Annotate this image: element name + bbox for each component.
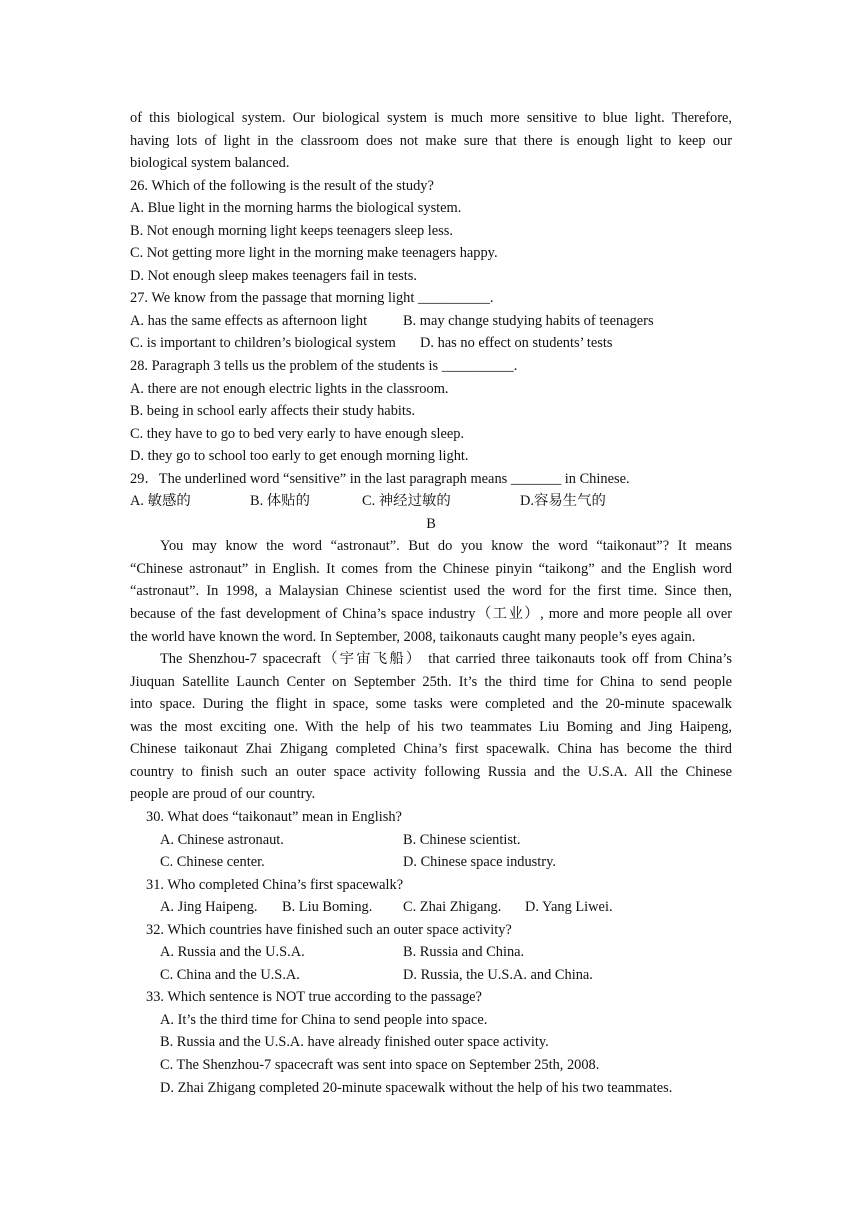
question-stem: 33. Which sentence is NOT true according to the passage? bbox=[146, 989, 482, 1006]
exam-page bbox=[130, 107, 732, 1099]
option-d: D. has no effect on students’ tests bbox=[420, 335, 613, 352]
option-c: C. Chinese center. bbox=[160, 854, 265, 871]
passage-line: You may know the word “astronaut”. But do you know the word “taikonaut”? It means bbox=[160, 538, 732, 555]
options-row bbox=[130, 829, 732, 852]
question-29 bbox=[130, 468, 732, 513]
passage-line: The Shenzhou-7 spacecraft（宇宙飞船） that carried three taikonauts took off from China’s bbox=[160, 651, 732, 668]
question-stem: 30. What does “taikonaut” mean in English? bbox=[146, 808, 402, 825]
question-33 bbox=[130, 986, 732, 1099]
option-b: B. Liu Boming. bbox=[282, 899, 373, 916]
question-28 bbox=[130, 355, 732, 468]
options-row bbox=[130, 941, 732, 964]
options-row bbox=[130, 964, 732, 987]
question-26 bbox=[130, 175, 732, 288]
option-b: B. being in school early affects their study habits. bbox=[130, 403, 416, 420]
option-b: B. Chinese scientist. bbox=[403, 831, 521, 848]
passage-line: Chinese taikonaut Zhai Zhigang completed China’s first spacewalk. China has become the third bbox=[130, 741, 732, 758]
question-27 bbox=[130, 287, 732, 355]
option-a: A. Chinese astronaut. bbox=[160, 831, 284, 848]
option-a: A. has the same effects as afternoon light bbox=[130, 312, 368, 329]
option-d: D. Yang Liwei. bbox=[525, 899, 613, 916]
passage-line: country to finish such an outer space activity following Russia and the U.S.A. All the Chinese bbox=[130, 763, 732, 780]
passage-a-ending bbox=[130, 107, 732, 175]
passage-line: biological system balanced. bbox=[130, 155, 290, 172]
question-32 bbox=[130, 919, 732, 987]
option-b: B. Russia and the U.S.A. have already finished outer space activity. bbox=[160, 1034, 549, 1051]
options-row bbox=[130, 310, 732, 333]
passage-line: was the most exciting one. With the help of his two teammates Liu Boming and Jing Haipeng, bbox=[130, 718, 732, 735]
option-a: A. Russia and the U.S.A. bbox=[160, 944, 305, 961]
option-b: B. 体贴的 bbox=[250, 493, 310, 510]
option-a: A. 敏感的 bbox=[130, 493, 191, 510]
passage-line: “Chinese astronaut” in English. It comes from the Chinese pinyin “taikong” and the English word bbox=[130, 560, 732, 577]
question-stem: 27. We know from the passage that morning light __________. bbox=[130, 290, 494, 307]
passage-b-paragraph-1 bbox=[130, 535, 732, 648]
option-d: D. they go to school too early to get enough morning light. bbox=[130, 448, 469, 465]
options-row bbox=[130, 896, 732, 919]
question-stem: 29．The underlined word “sensitive” in the last paragraph means _______ in Chinese. bbox=[130, 470, 630, 487]
question-stem: 31. Who completed China’s first spacewalk? bbox=[146, 876, 404, 893]
option-a: A. Blue light in the morning harms the biological system. bbox=[130, 200, 462, 217]
passage-line: of this biological system. Our biological system is much more sensitive to blue light. Therefore, bbox=[130, 110, 732, 126]
option-a: A. Jing Haipeng. bbox=[160, 899, 258, 916]
option-d: D. Not enough sleep makes teenagers fail in tests. bbox=[130, 267, 417, 284]
passage-b-paragraph-2 bbox=[130, 648, 732, 806]
option-c: C. they have to go to bed very early to have enough sleep. bbox=[130, 425, 465, 442]
options-row bbox=[130, 332, 732, 355]
option-c: C. Not getting more light in the morning make teenagers happy. bbox=[130, 245, 498, 262]
passage-line: having lots of light in the classroom does not make sure that there is enough light to keep our bbox=[130, 132, 732, 149]
option-d: D. Zhai Zhigang completed 20-minute spacewalk without the help of his two teammates. bbox=[160, 1079, 673, 1096]
passage-line: because of the fast development of China’s space industry（工业）, more and more people all over bbox=[130, 606, 732, 623]
question-stem: 26. Which of the following is the result of the study? bbox=[130, 177, 434, 194]
passage-line: into space. During the flight in space, some tasks were completed and the 20-minute spacewalk bbox=[130, 696, 732, 713]
options-row bbox=[130, 490, 732, 513]
option-d: D. Russia, the U.S.A. and China. bbox=[403, 966, 593, 983]
option-c: C. 神经过敏的 bbox=[362, 493, 451, 510]
option-d: D. Chinese space industry. bbox=[403, 854, 556, 871]
option-a: A. It’s the third time for China to send people into space. bbox=[160, 1011, 488, 1028]
option-d: D.容易生气的 bbox=[520, 493, 606, 510]
section-heading: B bbox=[426, 515, 436, 532]
question-stem: 32. Which countries have finished such an outer space activity? bbox=[146, 921, 512, 938]
question-stem: 28. Paragraph 3 tells us the problem of the students is __________. bbox=[130, 358, 518, 375]
option-c: C. is important to children’s biological system bbox=[130, 335, 396, 352]
passage-line: “astronaut”. In 1998, a Malaysian Chinese scientist used the word for the first time. Since then, bbox=[130, 583, 732, 600]
option-b: B. Not enough morning light keeps teenagers sleep less. bbox=[130, 222, 453, 239]
passage-line: people are proud of our country. bbox=[130, 786, 316, 803]
options-row bbox=[130, 851, 732, 874]
option-c: C. China and the U.S.A. bbox=[160, 966, 300, 983]
question-30 bbox=[130, 806, 732, 874]
question-31 bbox=[130, 874, 732, 919]
option-b: B. may change studying habits of teenagers bbox=[403, 312, 654, 329]
option-c: C. Zhai Zhigang. bbox=[403, 899, 502, 916]
option-b: B. Russia and China. bbox=[403, 944, 525, 961]
option-c: C. The Shenzhou-7 spacecraft was sent into space on September 25th, 2008. bbox=[160, 1056, 600, 1073]
passage-line: the world have known the word. In September, 2008, taikonauts caught many people’s eyes again. bbox=[130, 628, 696, 645]
passage-line: Jiuquan Satellite Launch Center on September 25th. It’s the third time for China to send people bbox=[130, 673, 732, 690]
option-a: A. there are not enough electric lights in the classroom. bbox=[130, 380, 449, 397]
